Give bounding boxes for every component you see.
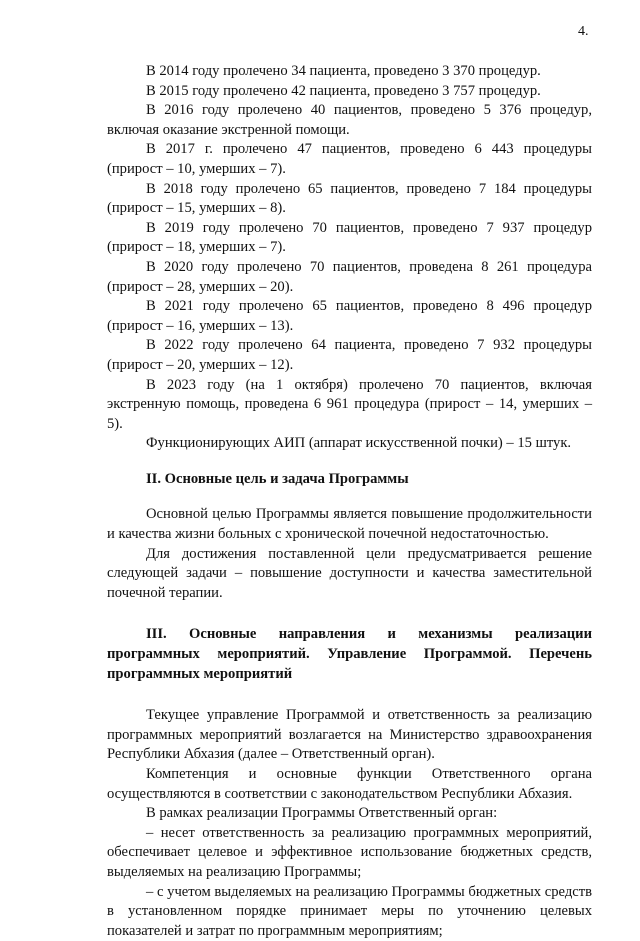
section-2-paragraph-task: Для достижения поставленной цели предусматривается решение следующей задачи – повышение доступности и качества заместительной почечной терапии. [107, 545, 592, 601]
stat-2014: В 2014 году пролечено 34 пациента, проведено 3 370 процедур. [146, 63, 541, 79]
document-body [107, 62, 592, 941]
stat-2018: В 2018 году пролечено 65 пациентов, проведено 7 184 процедуры (прирост – 15, умерших – 8). [107, 180, 592, 217]
stat-2016: В 2016 году пролечено 40 пациентов, проведено 5 376 процедур, включая оказание экстренной помощи. [107, 102, 592, 138]
stat-2020: В 2020 году пролечено 70 пациентов, проведена 8 261 процедура (прирост – 28, умерших – 20). [107, 258, 592, 295]
stat-2022: В 2022 году пролечено 64 пациента, проведено 7 932 процедуры (прирост – 20, умерших – 12). [107, 337, 592, 373]
section-3-list-item-responsibility: – несет ответственность за реализацию программных мероприятий, обеспечивает целевое и эффективное использование бюджетных средств, выделяемых на реализацию Программы; [107, 824, 592, 880]
section-3-heading: III. Основные направления и механизмы реализации программных мероприятий. Управление Программой. Перечень программных мероприятий [107, 626, 592, 682]
dialysis-machines-count: Функционирующих АИП (аппарат искусственной почки) – 15 штук. [146, 435, 572, 452]
section-3-paragraph-competence: Компетенция и основные функции Ответственного органа осуществляются в соответствии с законодательством Республики Абхазия. [107, 766, 592, 802]
section-2-paragraph-goal: Основной целью Программы является повышение продолжительности и качества жизни больных с хронической почечной недостаточностью. [107, 506, 592, 543]
stat-2015: В 2015 году пролечено 42 пациента, проведено 3 757 процедур. [146, 82, 541, 99]
section-3-paragraph-intro: В рамках реализации Программы Ответственный орган: [146, 805, 498, 822]
stat-2017: В 2017 г. пролечено 47 пациентов, проведено 6 443 процедуры (прирост – 10, умерших – 7). [107, 141, 592, 177]
page-number: 4. [578, 24, 589, 39]
section-3-paragraph-management: Текущее управление Программой и ответственность за реализацию программных мероприятий возлагается на Министерство здравоохранения Республики Абхазия (далее – Ответственный орган). [107, 707, 592, 763]
section-2-heading: II. Основные цель и задача Программы [146, 470, 409, 487]
stat-2019: В 2019 году пролечено 70 пациентов, проведено 7 937 процедур (прирост – 18, умерших – 7). [107, 219, 592, 256]
stat-2021: В 2021 году пролечено 65 пациентов, проведено 8 496 процедур (прирост – 16, умерших – 13). [107, 298, 592, 334]
stat-2023: В 2023 году (на 1 октября) пролечено 70 пациентов, включая экстренную помощь, проведена 6 961 процедура (прирост – 14, умерших – 5). [107, 376, 592, 432]
section-3-list-item-budget: – с учетом выделяемых на реализацию Программы бюджетных средств в установленном порядке принимает меры по уточнению целевых показателей и затрат по программным мероприятиям; [107, 883, 592, 939]
